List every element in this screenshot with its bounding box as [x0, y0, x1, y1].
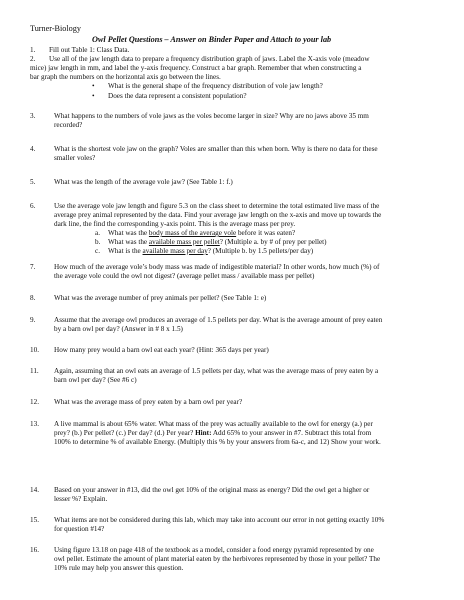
question-number: 8. [30, 294, 36, 302]
question-text: 100% to determine % of available Energy. (Multiply this % by your answers from 6a-c, and 12) Show your work. [54, 438, 381, 446]
question-text: Use all of the jaw length data to prepare a frequency distribution graph of jaws. Label the X-axis vole (meadow [49, 55, 370, 63]
question-number: 16. [30, 546, 39, 554]
question-text: How many prey would a barn owl eat each year? (Hint: 365 days per year) [54, 346, 269, 354]
question-text: prey? (b.) Per pellet? (c.) Per day? (d.) Per year? Hint: Add 65% to your answer in #7. Subtract this total from [54, 429, 372, 437]
question-number: 11. [30, 367, 39, 375]
question-number: 7. [30, 263, 36, 271]
question-text: Assume that the average owl produces an average of 1.5 pellets per day. What is the average amount of prey eaten [54, 316, 383, 324]
question-text: What items are not be considered during this lab, which may take into account our error in not getting exactly 10% [54, 516, 385, 524]
question-text: for question #14? [54, 525, 105, 533]
question-text: Based on your answer in #13, did the owl get 10% of the original mass as energy? Did the owl get a higher or [54, 486, 370, 494]
sub-question-text: What is the available mass per day? (Multiple b. by 1.5 pellets/per day) [108, 247, 314, 255]
sub-question-text: What was the available mass per pellet? (Multiple a. by # of prey per pellet) [108, 238, 327, 246]
bullet-marker: • [92, 82, 95, 90]
question-number: 12. [30, 398, 39, 406]
bullet-text: Does the data represent a consistent population? [108, 92, 247, 100]
question-text: What was the length of the average vole jaw? (See Table 1: f.) [54, 178, 233, 186]
question-text: What happens to the numbers of vole jaws as the voles become larger in size? Why are no jaws above 35 mm [54, 112, 369, 120]
question-text: Again, assuming that an owl eats an average of 1.5 pellets per day, what was the average mass of prey eaten by a [54, 367, 379, 375]
sub-question-letter: c. [95, 247, 100, 255]
question-text: What was the average mass of prey eaten by a barn owl per year? [54, 398, 243, 406]
question-text: dark line, the find the corresponding y-axis point. This is the average mass per prey. [54, 220, 296, 228]
question-text: How much of the average vole’s body mass was made of indigestible material? In other words, how much (%) of [54, 263, 380, 271]
question-text: the average vole could the owl not digest? (average pellet mass / available mass per pellet) [54, 272, 315, 280]
question-text: mice) jaw length in mm, and label the y-axis frequency. Construct a bar graph. Remember that when constructing a [30, 64, 362, 72]
question-number: 3. [30, 112, 36, 120]
question-text: average prey animal represented by the data. Find your average jaw length on the x-axis and move up towards the [54, 211, 382, 219]
question-text: recorded? [54, 121, 83, 129]
worksheet-title: Owl Pellet Questions – Answer on Binder Paper and Attach to your lab [92, 35, 332, 44]
question-number: 10. [30, 346, 39, 354]
question-text: Using figure 13.18 on page 418 of the textbook as a model, consider a food energy pyramid represented by one [54, 546, 374, 554]
question-number: 1. [30, 46, 36, 54]
question-text: bar graph the numbers on the horizontal axis go between the lines. [30, 73, 221, 81]
question-number: 5. [30, 178, 36, 186]
question-number: 6. [30, 202, 36, 210]
question-text: What is the shortest vole jaw on the graph? Voles are smaller than this when born. Why is there no data for these [54, 145, 378, 153]
question-text: What was the average number of prey animals per pellet? (See Table 1: e) [54, 294, 267, 302]
question-text: Use the average vole jaw length and figure 5.3 on the class sheet to determine the total estimated live mass of the [54, 202, 380, 210]
question-number: 13. [30, 420, 39, 428]
question-number: 15. [30, 516, 39, 524]
question-text: barn owl per day? (See #6 c) [54, 376, 137, 384]
question-text: 10% rule may help you answer this question. [54, 564, 184, 572]
sub-question-text: What was the body mass of the average vole before it was eaten? [108, 229, 296, 237]
question-number: 9. [30, 316, 36, 324]
sub-question-letter: b. [95, 238, 101, 246]
bullet-text: What is the general shape of the frequency distribution of vole jaw length? [108, 82, 323, 90]
course-header: Turner-Biology [30, 24, 81, 33]
bullet-marker: • [92, 92, 95, 100]
question-number: 2. [30, 55, 36, 63]
question-text: by a barn owl per day? (Answer in # 8 x 1.5) [54, 325, 183, 333]
question-text: Fill out Table 1: Class Data. [49, 46, 130, 54]
question-text: lesser %? Explain. [54, 495, 108, 503]
question-text: owl pellet. Estimate the amount of plant material eaten by the herbivores represented by those in your pellet? The [54, 555, 381, 563]
question-number: 14. [30, 486, 39, 494]
sub-question-letter: a. [95, 229, 100, 237]
question-text: smaller voles? [54, 154, 96, 162]
question-text: A live mammal is about 65% water. What mass of the prey was actually available to the owl for energy (a.) per [54, 420, 373, 428]
question-number: 4. [30, 145, 36, 153]
